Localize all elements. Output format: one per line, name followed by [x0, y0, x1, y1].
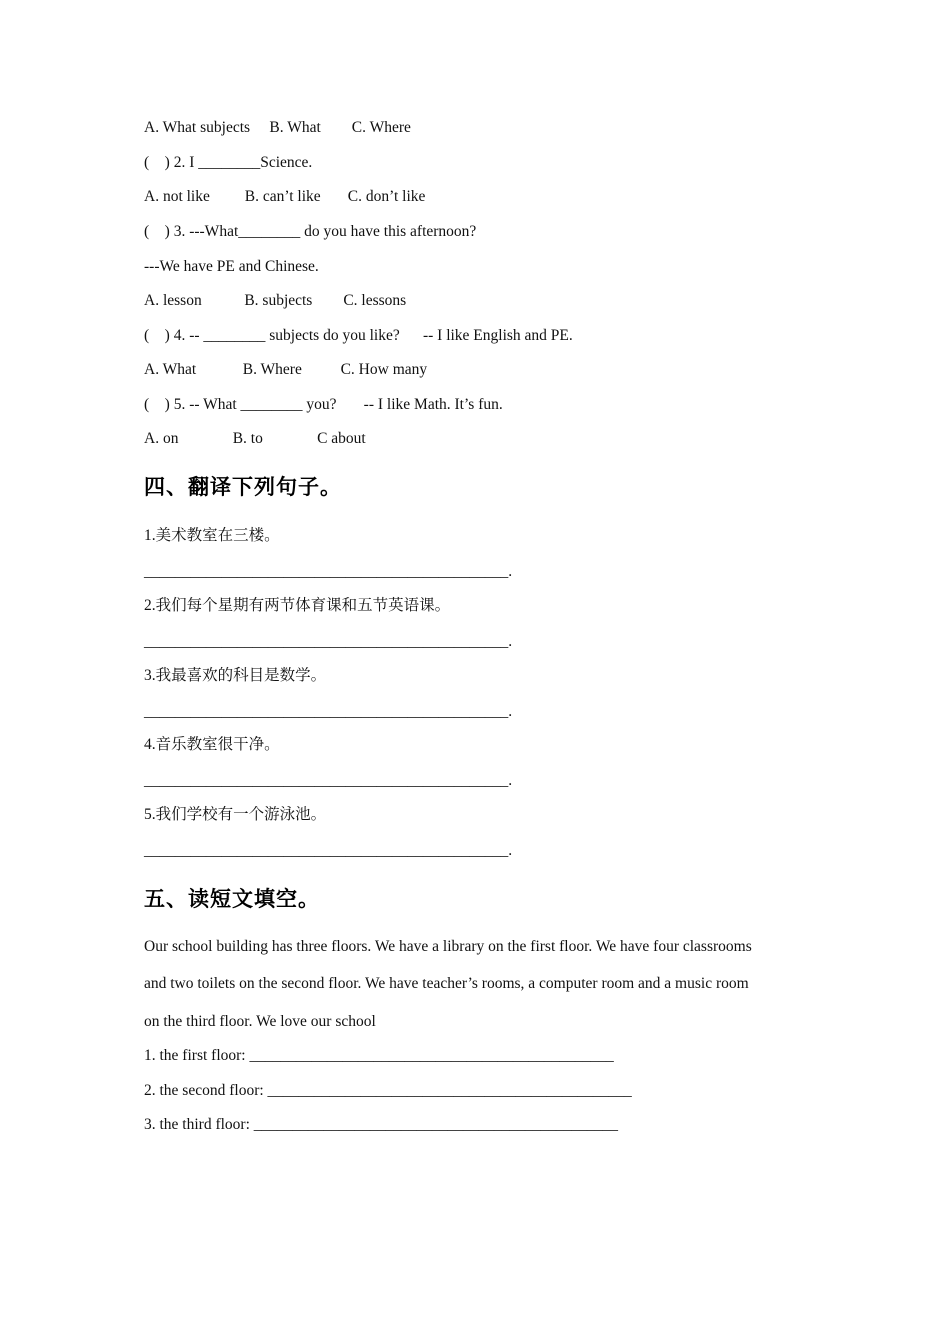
translate-blank-4[interactable]: _______________________________________________.: [144, 772, 513, 789]
translate-blank-1[interactable]: _______________________________________________.: [144, 563, 513, 580]
fill-item-1[interactable]: 1. the first floor: _______________________________________________: [144, 1047, 614, 1064]
q3-question: ( ) 3. ---What________ do you have this afternoon?: [144, 223, 477, 240]
fill-item-2[interactable]: 2. the second floor: _______________________________________________: [144, 1082, 632, 1099]
translate-blank-2[interactable]: _______________________________________________.: [144, 633, 513, 650]
q4-question: ( ) 4. -- ________ subjects do you like? -- I like English and PE.: [144, 327, 573, 344]
translate-blank-3[interactable]: _______________________________________________.: [144, 703, 513, 720]
translate-prompt-4: 4.音乐教室很干净。: [144, 736, 280, 753]
q2-options: A. not like B. can’t like C. don’t like: [144, 188, 426, 205]
q3-options: A. lesson B. subjects C. lessons: [144, 292, 407, 309]
translate-prompt-3: 3.我最喜欢的科目是数学。: [144, 667, 327, 684]
q1-options: A. What subjects B. What C. Where: [144, 119, 411, 136]
passage-line-3: on the third floor. We love our school: [144, 1013, 376, 1030]
translate-blank-5[interactable]: _______________________________________________.: [144, 842, 513, 859]
section5-title: 五、读短文填空。: [144, 887, 320, 911]
q5-question: ( ) 5. -- What ________ you? -- I like Math. It’s fun.: [144, 396, 503, 413]
q2-question: ( ) 2. I ________Science.: [144, 154, 313, 171]
translate-prompt-5: 5.我们学校有一个游泳池。: [144, 806, 327, 823]
q5-options: A. on B. to C about: [144, 430, 366, 447]
passage-line-1: Our school building has three floors. We have a library on the first floor. We have four classrooms: [144, 938, 752, 955]
q4-options: A. What B. Where C. How many: [144, 361, 428, 378]
q3-answer-line: ---We have PE and Chinese.: [144, 258, 319, 275]
fill-item-3[interactable]: 3. the third floor: _______________________________________________: [144, 1116, 619, 1133]
section4-title: 四、翻译下列句子。: [144, 475, 342, 499]
translate-prompt-1: 1.美术教室在三楼。: [144, 527, 280, 544]
passage-line-2: and two toilets on the second floor. We have teacher’s rooms, a computer room and a music room: [144, 975, 749, 992]
translate-prompt-2: 2.我们每个星期有两节体育课和五节英语课。: [144, 597, 451, 614]
